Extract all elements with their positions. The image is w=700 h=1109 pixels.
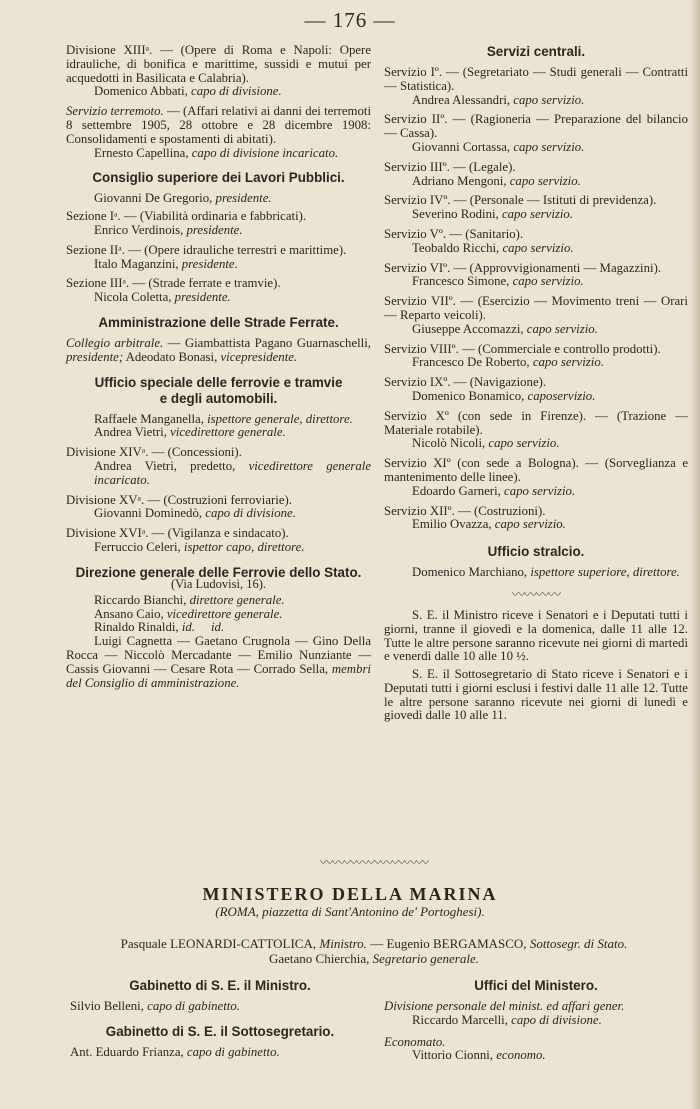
servizio-head-name: Giuseppe Accomazzi, [412,321,524,336]
secgen-role: Segretario generale. [372,951,479,966]
servizio-lead: Servizio Xº (con sede in Firenze). — (Trazione — Materiale rotabile). [384,408,688,437]
servizio-head-role: capo servizio. [532,355,604,370]
servizio-head-role: capo servizio. [501,207,574,222]
gabinetto-sott-chief: Ant. Eduardo Frianza, capo di gabinetto. [70,1044,280,1059]
servizio-lead: Servizio Vº. — (Sanitario). [384,226,524,241]
consiglio-president: Giovanni De Gregorio, presidente. [94,191,272,206]
division-13-role: capo di divisione. [191,84,282,99]
servizio-head-role: capo servizio. [526,321,598,336]
direzione-n2: Ansano Caio, vicedirettore generale. [94,606,283,621]
servizio-lead: Servizio IIIº. — (Legale). [384,159,516,174]
servizio-head-name: Edoardo Garneri, [412,483,501,498]
servizio-head-role: capo servizio. [513,139,585,154]
servizio-3 [384,161,688,189]
servizio-head-role: capo servizio. [512,274,584,289]
servizio-lead: Servizio IIº. — (Ragioneria — Preparazione del bilancio — Cassa). [384,112,688,141]
ufficio-speciale-heading: Ufficio speciale delle ferrovie e tramvie [94,374,343,390]
servizio-head-name: Nicolò Nicoli, [412,436,486,451]
divisione-personale-label: Divisione personale del minist. ed affari gener. [384,999,625,1013]
gabinetto-ministro-chief: Silvio Belleni, capo di gabinetto. [70,999,240,1013]
servizio-12 [384,505,688,533]
servizio-head-role: caposervizio. [527,388,596,403]
servizio-head-role: capo servizio. [504,483,576,498]
minister-name: Pasquale LEONARDI-CATTOLICA, [120,936,317,951]
page-edge-shadow [690,0,700,1109]
terremoto-role: capo di divisione incaricato. [191,145,339,160]
stralcio-heading: Ufficio stralcio. [487,544,585,560]
divisione-personale-head: Riccardo Marcelli, capo di divisione. [412,1012,602,1027]
ministry-staff [60,936,688,966]
servizio-9 [384,376,688,404]
servizio-2 [384,113,688,154]
ministry-subtitle: (ROMA, piazzetta di Sant'Antonino de' Portoghesi). [215,904,485,919]
servizio-head-name: Emilio Ovazza, [412,517,492,532]
servizi-centrali-heading: Servizi centrali. [486,44,586,59]
amministrazione-heading: Amministrazione delle Strade Ferrate. [98,314,339,330]
servizio-head-name: Giovanni Cortassa, [412,139,511,154]
servizio-6 [384,262,688,290]
servizio-lead: Servizio VIº. — (Approvvigionamenti — Magazzini). [384,260,662,275]
servizio-head-role: capo servizio. [502,240,574,255]
undersec-role: Sottosegr. di Stato. [529,936,628,951]
servizio-head-role: capo servizio. [513,92,585,107]
servizio-5 [384,228,688,256]
servizio-head-name: Andrea Alessandri, [412,92,511,107]
division-15: Divisione XVᵃ. — (Costruzioni ferroviarie). Giovanni Dominedò, capo di divisione. [66,492,296,521]
servizio-lead: Servizio XIIº. — (Costruzioni). [384,503,546,518]
servizio-lead: Servizio VIIº. — (Esercizio — Movimento treni — Orari — Reparto veicoli). [384,294,688,322]
terremoto-lead: — (Affari relativi ai danni dei terremoti 8 settembre 1905, 28 ottobre e 28 dicembre 1908: Consolidamenti e spostamenti di abitati). [66,104,372,146]
stralcio-director: Domenico Marchiano, ispettore superiore, direttore. [412,565,680,580]
servizio-10 [384,410,688,451]
note-sottosegretario: S. E. il Sottosegretario di Stato riceve i Senatori e i Deputati tutti i giorni esclusi i festivi dalle 11 alle 12. Tutte le altre persone saranno ricevute nei giorni di lunedì e giovedì dalle 10 alle 11. [384,667,688,723]
servizio-lead: Servizio VIIIº. — (Commerciale e controllo prodotti). [384,341,661,356]
left-column [66,44,371,694]
wave-divider-small: 〰〰〰〰 [511,586,560,602]
sezione-2: Sezione IIᵃ. — (Opere idrauliche terrestri e marittime). Italo Maganzini, presidente. [66,242,347,271]
servizio-lead: Servizio Iº. — (Segretariato — Studi generali — Contratti — Statistica). [384,65,688,93]
servizio-head-name: Francesco Simone, [412,274,510,289]
direzione-address: (Via Ludovisi, 16). [170,576,267,591]
servizio-4 [384,194,688,222]
sezione-1: Sezione Iᵃ. — (Viabilità ordinaria e fabbricati). Enrico Verdinois, presidente. [66,209,307,237]
servizio-8 [384,343,688,371]
services-list [384,66,688,532]
marina-left [70,978,370,1064]
terremoto-name: Ernesto Capellina, [94,145,189,160]
division-14: Divisione XIVᵃ. — (Concessioni). Andrea Vietri, predetto, vicedirettore generale incaricato. [66,445,371,487]
collegio-arbitrale: Collegio arbitrale. — Giambattista Pagano Guarnaschelli, presidente; Adeodato Bonasi, vicepresidente. [66,335,371,364]
ministry-title: MINISTERO DELLA MARINA [202,884,498,904]
terremoto-label: Servizio terremoto. [66,104,164,119]
servizio-head-name: Teobaldo Ricchi, [412,240,500,255]
servizio-head-role: capo servizio. [509,173,581,188]
direzione-n1: Riccardo Bianchi, direttore generale. [94,592,285,607]
servizio-7 [384,295,688,336]
servizio-lead: Servizio IXº. — (Navigazione). [384,375,547,390]
direzione-n3: Rinaldo Rinaldi, id. id. [94,620,225,635]
servizio-lead: Servizio XIº (con sede a Bologna). — (Sorveglianza e mantenimento delle linee). [384,456,688,484]
servizio-11 [384,457,688,498]
right-column [384,44,688,727]
ufficio-speciale-director: Raffaele Manganella, ispettore generale, direttore. [94,411,353,426]
gabinetto-sott-heading: Gabinetto di S. E. il Sottosegretario. [105,1023,335,1039]
servizio-lead: Servizio IVº. — (Personale — Istituti di previdenza). [384,193,657,208]
economato-head: Vittorio Cionni, economo. [412,1048,546,1063]
marina-right [384,978,688,1063]
minister-role: Ministro. [319,936,367,951]
ufficio-speciale-heading-2: e degli automobili. [159,390,278,406]
undersec-name: — Eugenio BERGAMASCO, [370,936,527,951]
wave-divider-large: 〰〰〰〰〰〰〰〰〰 [319,855,428,870]
secgen-name: Gaetano Chierchia, [269,951,370,966]
consiglio-heading: Consiglio superiore dei Lavori Pubblici. [92,170,345,186]
economato-label: Economato. [384,1034,446,1049]
direzione-heading: Direzione generale delle Ferrovie dello Stato. [75,564,362,580]
sezione-3: Sezione IIIᵃ. — (Strade ferrate e tramvie). Nicola Coletta, presidente. [66,276,281,305]
division-13 [66,44,371,99]
ufficio-speciale-vice: Andrea Vietri, vicedirettore generale. [94,425,286,440]
servizio-head-name: Adriano Mengoni, [412,173,507,188]
servizio-head-role: capo servizio. [488,436,560,451]
note-ministro: S. E. il Ministro riceve i Senatori e i Deputati tutti i giorni, tranne il giovedì e la domenica, dalle 11 alle 12. Tutte le altre persone saranno ricevute nei giorni di martedì e venerdì dalle 10 alle 10 ½. [384,607,688,664]
servizio-terremoto [66,105,371,160]
direzione-board: Luigi Cagnetta — Gaetano Crugnola — Gino Della Rocca — Niccolò Mercadante — Emilio Nunziante — Cassis Giovanni — Cesare Rota — Corrado Sella, membri del Consiglio di amministrazione. [66,634,371,690]
servizio-head-name: Francesco De Roberto, [412,355,530,370]
page-number: — 176 — [304,8,396,32]
division-13-lead: Divisione XIIIᵃ. — (Opere di Roma e Napoli: Opere idrauliche, di bonifica e marittime, sussidi e mutui per acquedotti in Basilicata e Calabria). [66,43,371,85]
division-13-name: Domenico Abbati, [94,84,188,99]
servizio-head-role: capo servizio. [494,517,566,532]
gabinetto-ministro-heading: Gabinetto di S. E. il Ministro. [129,978,311,993]
uffici-heading: Uffici del Ministero. [474,978,598,993]
servizio-head-name: Domenico Bonamico, [412,388,525,403]
division-16: Divisione XVIᵃ. — (Vigilanza e sindacato). Ferruccio Celeri, ispettor capo, direttore. [66,526,305,554]
servizio-head-name: Severino Rodini, [412,207,499,222]
servizio-1 [384,66,688,107]
